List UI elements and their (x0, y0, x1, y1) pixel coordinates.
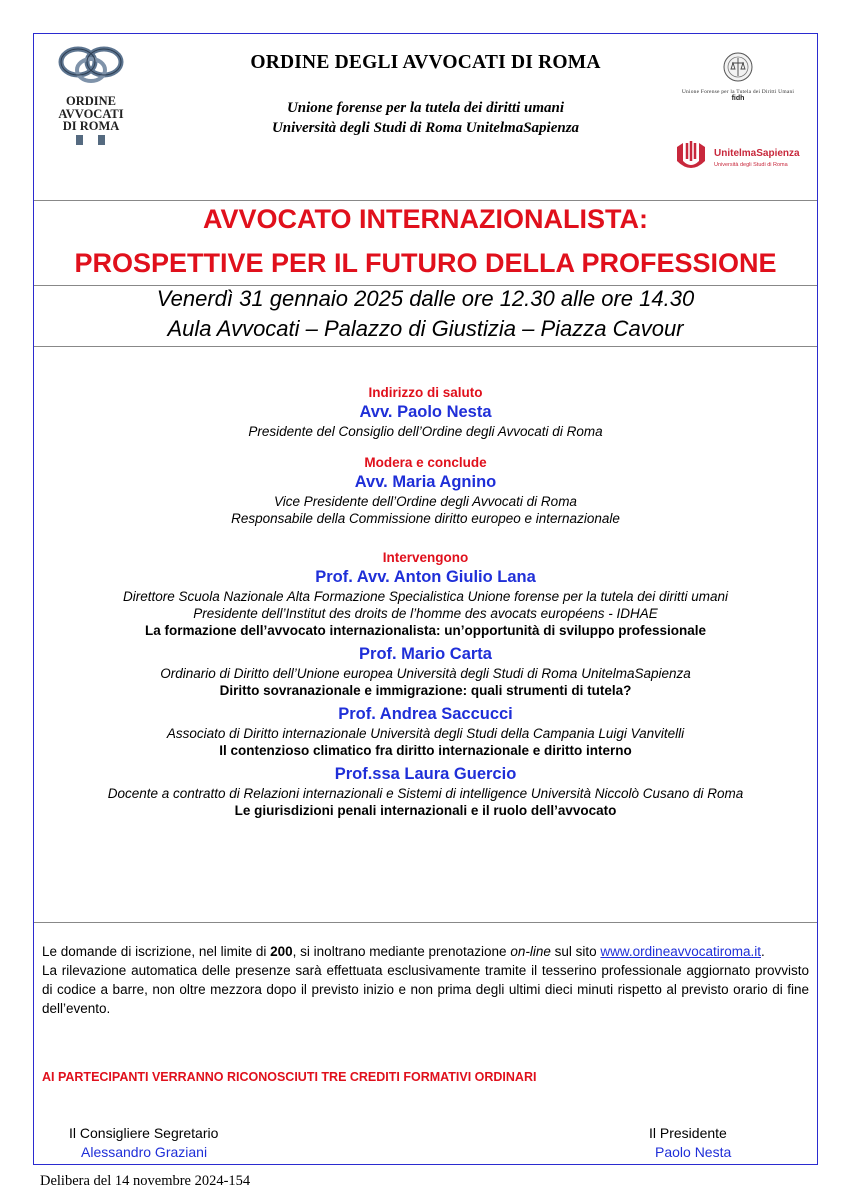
speaker-name: Prof. Andrea Saccucci (338, 705, 513, 723)
unitelma-emblem-icon (674, 139, 708, 173)
greeting-speaker-role: Presidente del Consiglio dell’Ordine degli Avvocati di Roma (248, 424, 603, 439)
subtitle-unione-forense: Unione forense per la tutela dei diritti umani (286, 100, 565, 116)
registration-info (42, 942, 809, 1018)
registration-text: , si inoltrano mediante prenotazione (292, 944, 507, 959)
signature-title: Il Presidente (649, 1125, 727, 1141)
greeting-speaker-name: Avv. Paolo Nesta (359, 403, 492, 421)
moderator-name: Avv. Maria Agnino (354, 473, 497, 491)
signature-name: Paolo Nesta (655, 1144, 732, 1160)
event-title-line2: PROSPETTIVE PER IL FUTURO DELLA PROFESSIONE (74, 248, 777, 278)
delibera-note: Delibera del 14 novembre 2024-154 (40, 1173, 251, 1189)
registration-limit: 200 (270, 944, 293, 959)
speaker-name: Prof. Mario Carta (359, 645, 492, 663)
unione-forense-caption: Unione Forense per la Tutela dei Diritti Umani (681, 89, 795, 95)
speaker-role: Presidente dell’Institut des droits de l’homme des avocats européens - IDHAE (193, 606, 658, 621)
signature-secretary (69, 1124, 218, 1162)
speaker-role: Associato di Diritto internazionale Università degli Studi della Campania Luigi Vanvitelli (166, 726, 685, 741)
registration-text: . (761, 944, 765, 959)
speaker-topic: Il contenzioso climatico fra diritto internazionale e diritto interno (219, 743, 632, 758)
logo-text-line: ORDINE (65, 94, 116, 108)
speaker-role: Docente a contratto di Relazioni internazionali e Sistemi di intelligence Università Niccolò Cusano di Roma (107, 786, 744, 801)
speaker-name: Prof.ssa Laura Guercio (334, 765, 517, 783)
program (34, 384, 817, 819)
divider (34, 346, 817, 347)
signature-title: Il Consigliere Segretario (69, 1125, 219, 1141)
moderator-role: Responsabile della Commissione diritto europeo e internazionale (231, 511, 620, 526)
speaker-name: Prof. Avv. Anton Giulio Lana (315, 568, 536, 586)
organization-name: ORDINE DEGLI AVVOCATI DI ROMA (250, 52, 601, 73)
subtitle-university: Università degli Studi di Roma UnitelmaSapienza (271, 120, 580, 136)
credits-notice: AI PARTECIPANTI VERRANNO RICONOSCIUTI TRE CREDITI FORMATIVI ORDINARI (42, 1070, 537, 1084)
moderator-role: Vice Presidente dell’Ordine degli Avvocati di Roma (274, 494, 577, 509)
speaker-topic: Le giurisdizioni penali internazionali e il ruolo dell’avvocato (234, 803, 617, 818)
speaker-role: Ordinario di Diritto dell’Unione europea Università degli Studi di Roma UnitelmaSapienza (160, 666, 691, 681)
speaker-role: Direttore Scuola Nazionale Alta Formazione Specialistica Unione forense per la tutela dei diritti umani (122, 589, 729, 604)
attendance-paragraph: La rilevazione automatica delle presenze sarà effettuata esclusivamente tramite il tesserino professionale aggiornato provvisto di codice a barre, non oltre mezzora dopo il previsto inizio e non prima degli ultimi dieci minuti rispetto al previsto orario di fine dell’evento. (42, 963, 809, 1016)
unitelma-logo (674, 139, 814, 179)
unitelma-name: UnitelmaSapienza (714, 148, 800, 159)
greeting-label: Indirizzo di saluto (368, 385, 483, 400)
event-location: Aula Avvocati – Palazzo di Giustizia – Piazza Cavour (167, 316, 684, 341)
logo-text-line: DI ROMA (62, 119, 120, 133)
online-text: on-line (510, 944, 551, 959)
moderator-label: Modera e conclude (364, 455, 487, 470)
unitelma-subtitle: Università degli Studi di Roma (714, 162, 788, 168)
speaker-topic: Diritto sovranazionale e immigrazione: quali strumenti di tutela? (219, 683, 632, 698)
event-date: Venerdì 31 gennaio 2025 dalle ore 12.30 alle ore 14.30 (156, 286, 695, 311)
website-link[interactable]: www.ordineavvocatiroma.it (600, 944, 761, 959)
header (34, 34, 817, 201)
event-title-line1: AVVOCATO INTERNAZIONALISTA: (203, 204, 648, 234)
registration-paragraph (42, 942, 809, 961)
fidh-mark: fidh (731, 95, 745, 102)
speakers-label: Intervengono (382, 550, 469, 565)
seal-icon (723, 52, 753, 82)
signature-name: Alessandro Graziani (81, 1144, 208, 1160)
divider (34, 922, 817, 923)
logo-text-line: AVVOCATI (58, 106, 124, 121)
unione-forense-logo (674, 52, 802, 102)
speaker-topic: La formazione dell’avvocato internazionalista: un’opportunità di sviluppo professionale (144, 623, 707, 638)
document-frame (33, 33, 818, 1165)
registration-text: Le domande di iscrizione, nel limite di (42, 944, 267, 959)
registration-text: sul sito (554, 944, 597, 959)
signature-president (649, 1124, 731, 1162)
